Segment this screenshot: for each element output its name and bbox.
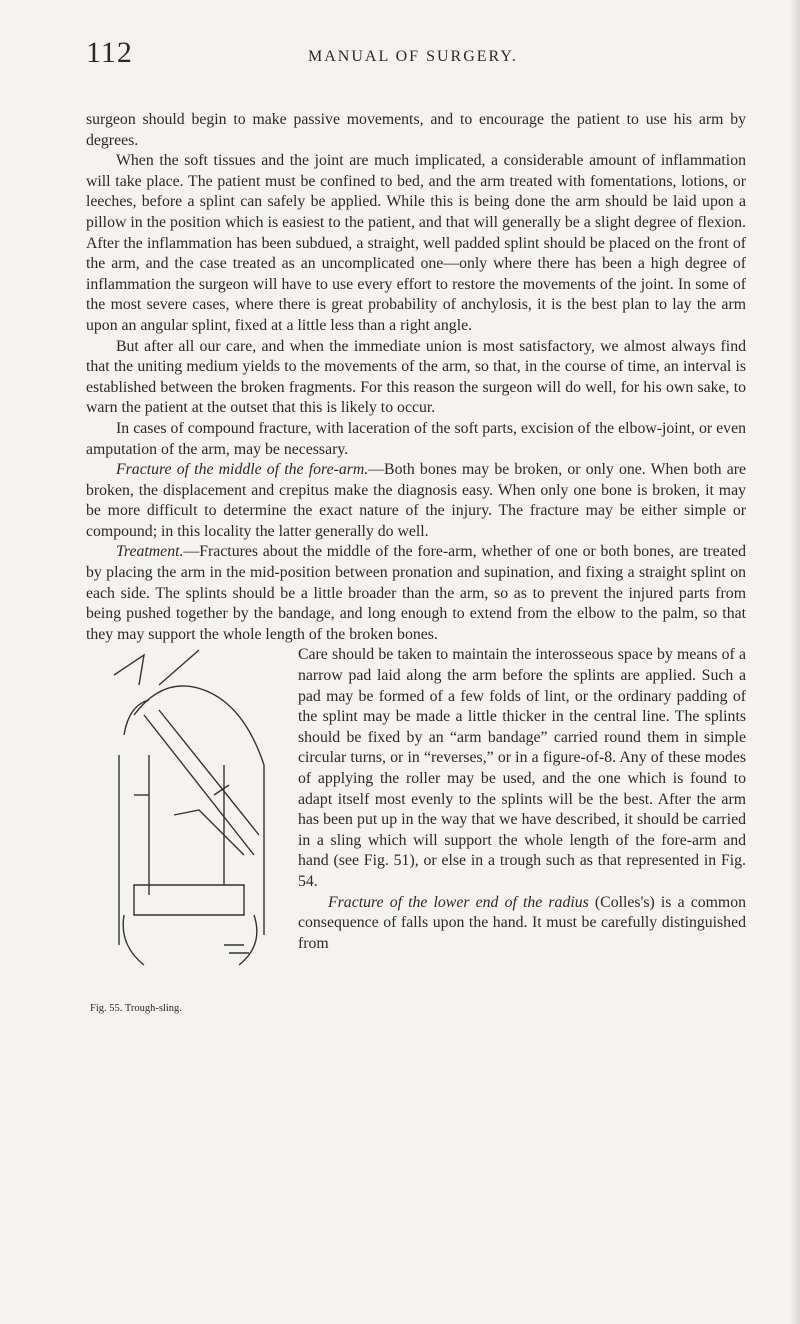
paragraph: Fracture of the lower end of the radius (Colles's) is a common consequence of falls upon the hand. It must be carefully distinguished from [298,893,746,952]
paragraph: Treatment.—Fractures about the middle of the fore-arm, whether of one or both bones, are treated by placing the arm in the mid-position between pronation and supination, and fixing a straight splint on each side. The splints should be a little broader than the arm, so as to prevent the injured parts from being pushed together by the bandage, and long enough to extend from the elbow to the palm, so that they may support the whole length of the broken bones. [86,543,746,643]
paragraph: In cases of compound fracture, with laceration of the soft parts, excision of the elbow-joint, or even amputation of the arm, may be necessary. [86,419,746,458]
section-title: Treatment. [116,543,184,561]
paragraph: Care should be taken to maintain the interosseous space by means of a narrow pad laid along the arm before the splints are applied. Such a pad may be formed of a few folds of lint, or the ordinary padding of the splint may be made a little thicker in the central line. The splints should be fixed by an “arm bandage” carried round them in simple circular turns, or in “reverses,” or in a figure-of-8. Any of these modes of applying the roller may be used, and the one which is found to adapt itself most evenly to the splints will be the best. After the arm has been put up in the way that we have described, it should be carried in a sling which will support the whole length of the fore-arm and hand (see Fig. 51), or else in a trough such as that represented in Fig. 54. [298,646,746,890]
paragraph: Fracture of the middle of the fore-arm.—Both bones may be broken, or only one. When both are broken, the displacement and crepitus make the diagnosis easy. When only one bone is broken, it may be more difficult to determine the exact nature of the injury. The fracture may be either simple or compound; in this locality the latter generally do well. [86,461,746,540]
page-number: 112 [86,36,133,69]
section-title: Fracture of the lower end of the radius [328,893,589,911]
body-text [86,110,746,1025]
page-header [86,36,740,76]
page-edge-shadow [790,0,800,1324]
figure-caption: Fig. 55. Trough-sling. [90,1003,182,1015]
paragraph: But after all our care, and when the immediate union is most satisfactory, we almost always find that the uniting medium yields to the movements of the arm, so that, in the course of time, an interval is established between the broken fragments. For this reason the surgeon will do well, for his own sake, to warn the patient at the outset that this is likely to occur. [86,337,746,417]
trough-sling-illustration [104,645,279,995]
section-title: Fracture of the middle of the fore-arm. [116,461,369,479]
paragraph: surgeon should begin to make passive movements, and to encourage the patient to use his arm by degrees. [86,111,746,149]
running-head: MANUAL OF SURGERY. [308,48,518,65]
figure-trough-sling [84,645,284,1025]
paragraph: When the soft tissues and the joint are much implicated, a considerable amount of inflammation will take place. The patient must be confined to bed, and the arm treated with fomentations, lotions, or leeches, before a splint can safely be applied. While this is being done the arm should be laid upon a pillow in the position which is easiest to the patient, and that will generally be a slight degree of flexion. After the inflammation has been subdued, a straight, well padded splint should be placed on the front of the arm, and the case treated as an uncomplicated one—only where there has been a high degree of inflammation the surgeon will have to use every effort to restore the movements of the joint. In some of the most severe cases, where there is great probability of anchylosis, it is the best plan to lay the arm upon an angular splint, fixed at a little less than a right angle. [86,152,746,334]
